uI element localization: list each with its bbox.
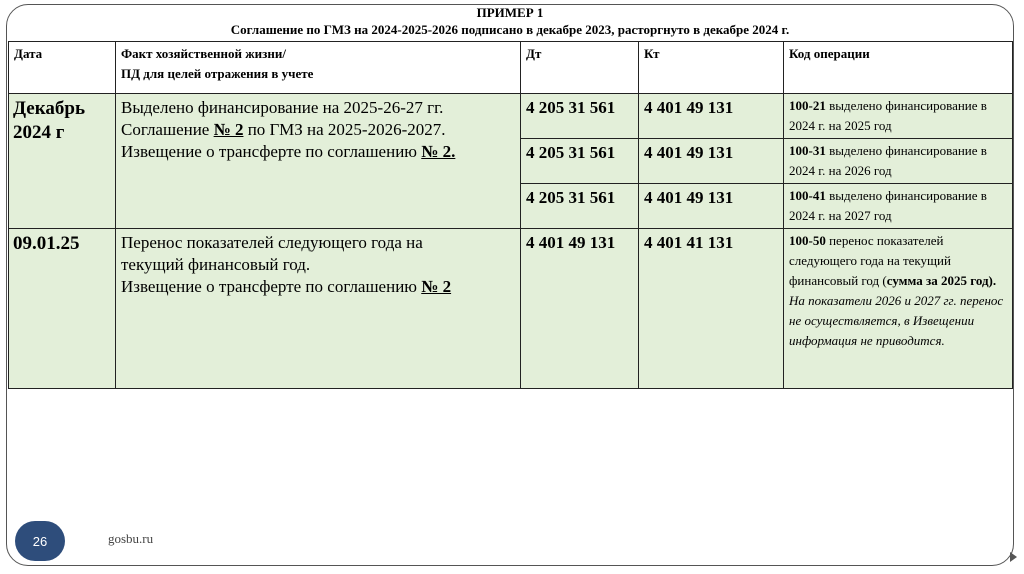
operation-code: 100-31 (789, 143, 826, 158)
credit-cell: 4 401 41 131 (639, 229, 784, 389)
transfer-note: На показатели 2026 и 2027 гг. перенос не осуществляется, в Извещении информация не приводится. (789, 293, 1004, 348)
fact-line1: Выделено финансирование на 2025-26-27 гг. (121, 98, 444, 117)
fact-line2: Соглашение № 2 по ГМЗ на 2025-2026-2027. (121, 120, 446, 139)
agreement-number: № 2. (421, 142, 456, 161)
table-row (9, 94, 1013, 139)
accounting-table (8, 41, 1013, 389)
debit-cell: 4 401 49 131 (521, 229, 639, 389)
fact-line3: Извещение о трансферте по соглашению № 2. (121, 142, 456, 161)
debit-cell: 4 205 31 561 (521, 139, 639, 184)
row-date-transfer: 09.01.25 (9, 229, 116, 389)
row-date-december (9, 94, 116, 229)
col-header-dt: Дт (521, 42, 639, 94)
row-fact-december (116, 94, 521, 229)
page-number-badge (15, 521, 65, 561)
agreement-number: № 2 (421, 277, 452, 296)
credit-cell: 4 401 49 131 (639, 184, 784, 229)
operation-code-cell: 100-31 выделено финансирование в 2024 г. на 2026 год (784, 139, 1013, 184)
col-header-date: Дата (9, 42, 116, 94)
page-number: 26 (32, 533, 48, 549)
operation-code: 100-50 (789, 233, 826, 248)
operation-code-cell: 100-21 выделено финансирование в 2024 г. на 2025 год (784, 94, 1013, 139)
operation-code: 100-21 (789, 98, 826, 113)
credit-cell: 4 401 49 131 (639, 94, 784, 139)
fact-line3: Извещение о трансферте по соглашению № 2 (121, 277, 452, 296)
col-header-kt: Кт (639, 42, 784, 94)
col-header-fact (116, 42, 521, 94)
table-row (9, 229, 1013, 389)
date-line1: Декабрь (13, 98, 86, 119)
operation-code-cell: 100-50 перенос показателей следующего года на текущий финансовый год (сумма за 2025 год). На показатели 2026 и 2027 гг. перенос не осуществляется, в Извещении информация не приводится. (784, 229, 1013, 389)
col-header-fact-line2: ПД для целей отражения в учете (121, 66, 314, 81)
debit-cell: 4 205 31 561 (521, 184, 639, 229)
operation-code-cell: 100-41 выделено финансирование в 2024 г. на 2027 год (784, 184, 1013, 229)
example-subtitle: Соглашение по ГМЗ на 2024-2025-2026 подписано в декабре 2023, расторгнуто в декабре 2024 г. (230, 22, 790, 37)
fact-line2: текущий финансовый год. (121, 255, 311, 274)
next-slide-icon[interactable] (1010, 552, 1017, 562)
credit-cell: 4 401 49 131 (639, 139, 784, 184)
agreement-number: № 2 (213, 120, 244, 139)
row-fact-transfer (116, 229, 521, 389)
col-header-code: Код операции (784, 42, 1013, 94)
debit-cell: 4 205 31 561 (521, 94, 639, 139)
date-line2: 2024 г (13, 122, 65, 143)
fact-line1: Перенос показателей следующего года на (121, 233, 423, 252)
slide-header (8, 4, 1012, 42)
operation-code: 100-41 (789, 188, 826, 203)
example-title: ПРИМЕР 1 (476, 5, 544, 20)
table-header-row (9, 42, 1013, 94)
footer-site: gosbu.ru (108, 531, 154, 546)
sum-note: сумма за 2025 год). (886, 273, 997, 288)
col-header-fact-line1: Факт хозяйственной жизни/ (121, 46, 286, 61)
